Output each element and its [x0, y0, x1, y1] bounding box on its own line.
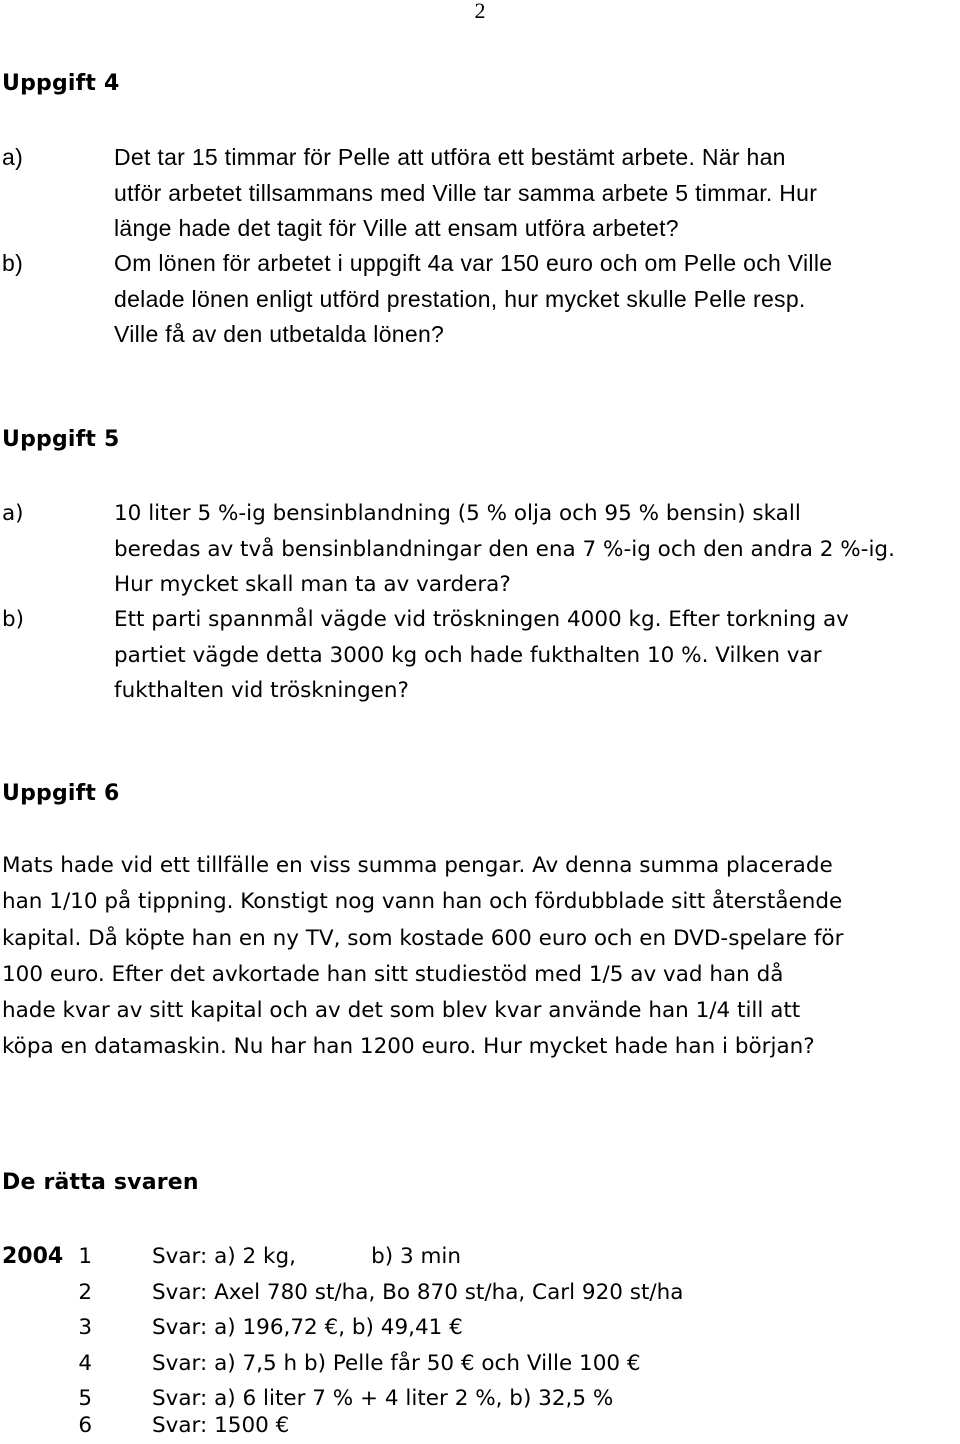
- text-line: han 1/10 på tippning. Konstigt nog vann han och fördubblade sitt återstående: [2, 889, 843, 915]
- answer-number: 3: [78, 1315, 92, 1340]
- answer-text: Svar: a) 6 liter 7 % + 4 liter 2 %, b) 32,5 %: [152, 1386, 614, 1411]
- answer-text: Svar: 1500 €: [152, 1413, 290, 1438]
- text-line: Ett parti spannmål vägde vid tröskningen 4000 kg. Efter torkning av: [114, 607, 849, 632]
- text-line: hade kvar av sitt kapital och av det som blev kvar använde han 1/4 till att: [2, 998, 801, 1024]
- task5-a-text: [114, 496, 959, 603]
- task5-b-text: [114, 602, 959, 709]
- text-line: utför arbetet tillsammans med Ville tar samma arbete 5 timmar. Hur: [114, 179, 818, 206]
- task5-a-label: a): [2, 501, 24, 526]
- text-line: Ville få av den utbetalda lönen?: [114, 321, 445, 347]
- task5-b-label: b): [2, 607, 25, 632]
- text-line: länge hade det tagit för Ville att ensam utföra arbetet?: [114, 215, 679, 241]
- text-line: fukthalten vid tröskningen?: [114, 678, 409, 703]
- task4-a-text: [114, 140, 959, 247]
- answer-text: Svar: Axel 780 st/ha, Bo 870 st/ha, Carl 920 st/ha: [152, 1279, 684, 1305]
- text-line: Hur mycket skall man ta av vardera?: [114, 572, 511, 597]
- answer-row: [0, 1310, 960, 1346]
- answer-number: 2: [78, 1279, 92, 1305]
- task4-b-text: [114, 246, 959, 353]
- text-line: 10 liter 5 %-ig bensinblandning (5 % olja och 95 % bensin) skall: [114, 501, 801, 526]
- answers-heading: De rätta svaren: [2, 1170, 199, 1195]
- answer-number: 4: [78, 1350, 92, 1376]
- answer-text: Svar: a) 196,72 €, b) 49,41 €: [152, 1315, 463, 1340]
- text-line: partiet vägde detta 3000 kg och hade fukthalten 10 %. Vilken var: [114, 642, 822, 668]
- text-line: delade lönen enligt utförd prestation, hur mycket skulle Pelle resp.: [114, 285, 806, 312]
- answer-row: [0, 1408, 960, 1444]
- task5-heading: Uppgift 5: [2, 427, 120, 452]
- page-number: 2: [474, 0, 486, 23]
- answer-row: [0, 1346, 960, 1382]
- task6-heading: Uppgift 6: [2, 781, 120, 806]
- text-line: köpa en datamaskin. Nu har han 1200 euro. Hur mycket hade han i början?: [2, 1034, 815, 1060]
- answers-year: 2004: [2, 1244, 64, 1269]
- answer-row: [0, 1275, 960, 1311]
- text-line: Det tar 15 timmar för Pelle att utföra ett bestämt arbete. När han: [114, 144, 786, 170]
- task4-heading: Uppgift 4: [2, 71, 120, 96]
- task4-b-label: b): [2, 250, 24, 276]
- answer-number: 6: [78, 1413, 92, 1438]
- answer-number: 1: [78, 1244, 92, 1269]
- task6-text: [2, 848, 960, 1066]
- text-line: Om lönen för arbetet i uppgift 4a var 150 euro och om Pelle och Ville: [114, 250, 833, 276]
- answer-text: Svar: a) 2 kg, b) 3 min: [152, 1244, 462, 1269]
- text-line: 100 euro. Efter det avkortade han sitt studiestöd med 1/5 av vad han då: [2, 961, 784, 987]
- text-line: kapital. Då köpte han en ny TV, som kostade 600 euro och en DVD-spelare för: [2, 925, 844, 951]
- answer-number: 5: [78, 1386, 92, 1411]
- answer-text: Svar: a) 7,5 h b) Pelle får 50 € och Ville 100 €: [152, 1350, 641, 1376]
- text-line: beredas av två bensinblandningar den ena 7 %-ig och den andra 2 %-ig.: [114, 536, 895, 562]
- answer-row: [0, 1239, 960, 1275]
- text-line: Mats hade vid ett tillfälle en viss summa pengar. Av denna summa placerade: [2, 853, 833, 878]
- task4-a-label: a): [2, 144, 24, 170]
